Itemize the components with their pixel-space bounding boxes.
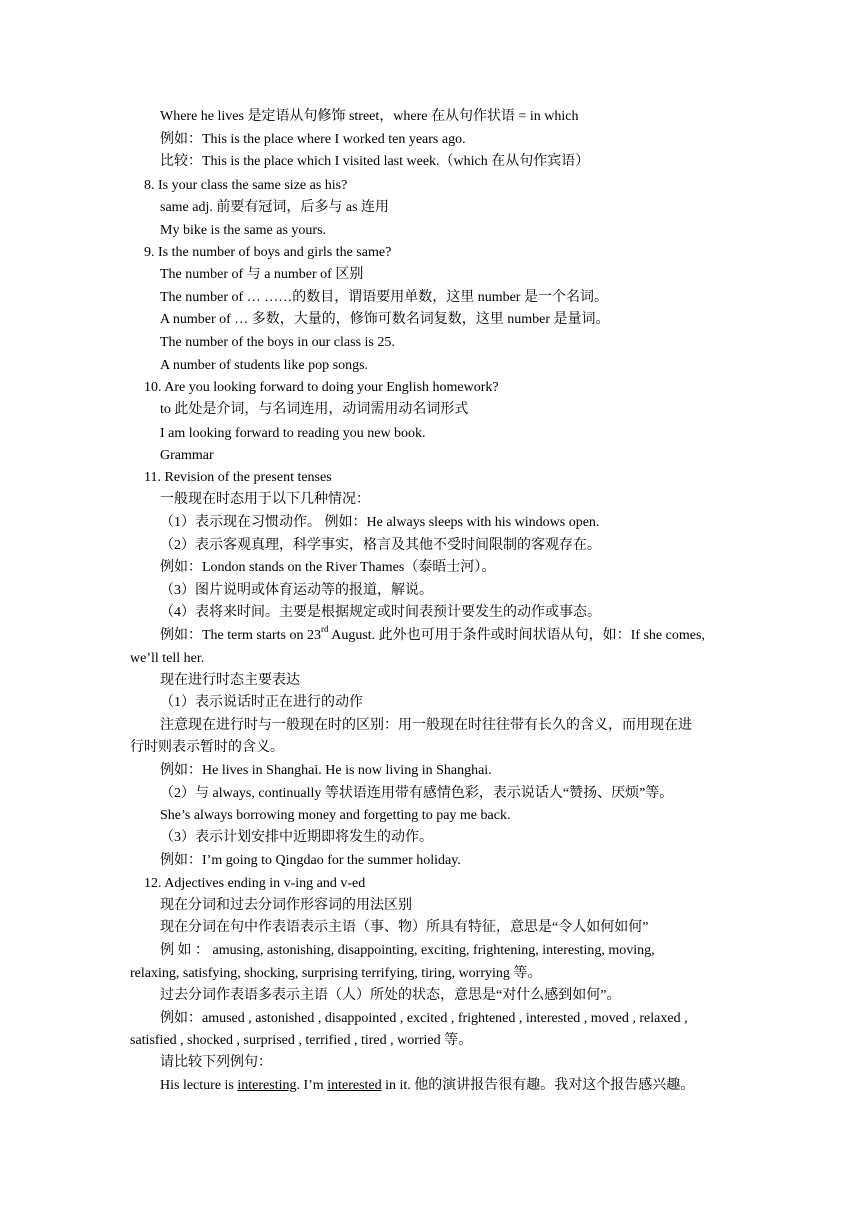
text-line: I am looking forward to reading you new book.	[160, 426, 426, 441]
text-span: in it. 他的演讲报告很有趣。我对这个报告感兴趣。	[381, 1078, 695, 1093]
text-line: 注意现在进行时与一般现在时的区别：用一般现在时往往带有长久的含义，而用现在进	[160, 718, 692, 733]
text-line	[160, 624, 705, 645]
numbered-item: 11. Revision of the present tenses	[144, 470, 332, 485]
text-line: （4）表将来时间。主要是根据规定或时间表预计要发生的动作或事态。	[160, 605, 601, 620]
text-line: （2）与 always, continually 等状语连用带有感情色彩，表示说话人“赞扬、厌烦”等。	[160, 786, 674, 801]
underlined-word: interested	[327, 1078, 382, 1093]
text-line: 例 如 ： amusing, astonishing, disappointing, exciting, frightening, interesting, moving,	[160, 943, 655, 958]
text-line: A number of … 多数，大量的，修饰可数名词复数，这里 number 是量词。	[160, 312, 610, 327]
text-line: （1）表示说话时正在进行的动作	[160, 695, 363, 710]
text-line: （3）表示计划安排中近期即将发生的动作。	[160, 830, 433, 845]
text-line: 请比较下列例句：	[160, 1055, 272, 1070]
section-heading: Grammar	[160, 448, 214, 463]
numbered-item: 9. Is the number of boys and girls the same?	[144, 245, 392, 260]
text-line: （3）图片说明或体育运动等的报道，解说。	[160, 583, 433, 598]
text-line: 例如：amused , astonished , disappointed , excited , frightened , interested , moved , relaxed ,	[160, 1011, 688, 1026]
text-line: Where he lives 是定语从句修饰 street，where 在从句作状语 = in which	[160, 109, 579, 124]
text-line: 现在进行时态主要表达	[160, 673, 300, 688]
numbered-item: 8. Is your class the same size as his?	[144, 178, 348, 193]
text-line: 一般现在时态用于以下几种情况：	[160, 492, 370, 507]
text-line	[160, 1077, 694, 1095]
text-span: . I’m	[296, 1078, 328, 1093]
numbered-item: 12. Adjectives ending in v-ing and v-ed	[144, 876, 366, 891]
text-line: （2）表示客观真理，科学事实，格言及其他不受时间限制的客观存在。	[160, 538, 601, 553]
text-line: She’s always borrowing money and forgetting to pay me back.	[160, 808, 511, 823]
text-line: 例如：London stands on the River Thames（泰晤士河）。	[160, 560, 496, 575]
text-span: 例如：The term starts on 23	[160, 628, 321, 643]
superscript: rd	[320, 624, 329, 635]
text-line: （1）表示现在习惯动作。 例如：He always sleeps with his windows open.	[160, 515, 600, 530]
text-line: same adj. 前要有冠词，后多与 as 连用	[160, 200, 390, 215]
underlined-word: interesting	[237, 1078, 297, 1093]
text-line: 例如：He lives in Shanghai. He is now living in Shanghai.	[160, 763, 492, 778]
text-line: The number of the boys in our class is 25.	[160, 335, 395, 350]
text-line: The number of 与 a number of 区别	[160, 267, 364, 282]
text-line: My bike is the same as yours.	[160, 223, 327, 238]
text-line: 行时则表示暂时的含义。	[130, 740, 284, 755]
text-line: The number of … ……的数目，谓语要用单数，这里 number 是一个名词。	[160, 290, 608, 305]
text-line: 比较：This is the place which I visited last week.（which 在从句作宾语）	[160, 154, 590, 169]
text-line: we’ll tell her.	[130, 651, 205, 666]
text-line: 过去分词作表语多表示主语（人）所处的状态，意思是“对什么感到如何”。	[160, 988, 621, 1003]
text-line: 现在分词和过去分词作形容词的用法区别	[160, 898, 412, 913]
text-span: August. 此外也可用于条件或时间状语从句，如：If she comes,	[328, 628, 705, 643]
text-line: A number of students like pop songs.	[160, 358, 369, 373]
text-line: 例如：I’m going to Qingdao for the summer holiday.	[160, 853, 461, 868]
text-span: His lecture is	[160, 1078, 238, 1093]
text-line: relaxing, satisfying, shocking, surprising terrifying, tiring, worrying 等。	[130, 966, 542, 981]
text-line: 例如：This is the place where I worked ten years ago.	[160, 132, 466, 147]
text-line: to 此处是介词，与名词连用，动词需用动名词形式	[160, 402, 469, 417]
numbered-item: 10. Are you looking forward to doing your English homework?	[144, 380, 499, 395]
text-line: satisfied , shocked , surprised , terrified , tired , worried 等。	[130, 1033, 473, 1048]
text-line: 现在分词在句中作表语表示主语（事、物）所具有特征，意思是“令人如何如何”	[160, 920, 649, 935]
